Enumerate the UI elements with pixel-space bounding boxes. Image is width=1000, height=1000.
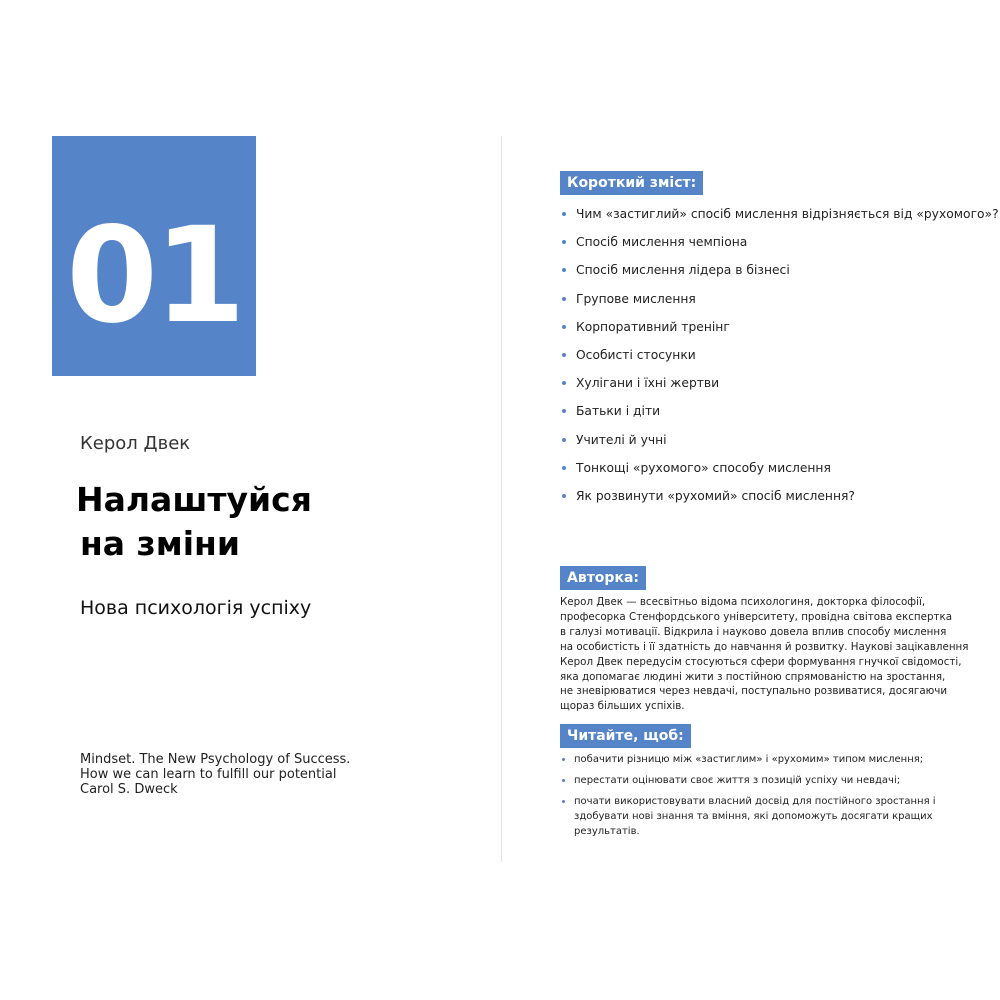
author-bio-line: професорка Стенфордського університету, провідна світова експертка [560, 610, 953, 623]
author-bio-line: яка допомагає людині жити з постійною спрямованістю на зростання, [560, 670, 946, 683]
summary-item: Спосіб мислення лідера в бізнесі [560, 259, 990, 287]
book-title-line-1: Налаштуйся [76, 480, 312, 519]
author-bio-line: на особистість і її здатність до навчання й розвитку. Наукові зацікавлення [560, 640, 969, 653]
read-goal-item: побачити різницю між «застиглим» і «рухомим» типом мислення; [560, 752, 940, 767]
summary-heading: Короткий зміст: [560, 171, 703, 195]
chapter-number: 01 [66, 199, 242, 353]
book-subtitle: Нова психологія успіху [80, 597, 312, 619]
author-bio [560, 595, 969, 714]
summary-item: Чим «застиглий» спосіб мислення відрізняється від «рухомого»? [560, 203, 990, 231]
author-bio-line: Керол Двек — всесвітньо відома психологиня, докторка філософії, [560, 596, 926, 608]
read-heading: Читайте, щоб: [560, 724, 691, 748]
original-author: Carol S. Dweck [80, 782, 178, 797]
summary-item: Учителі й учні [560, 429, 990, 457]
summary-item: Особисті стосунки [560, 344, 990, 372]
page-divider [501, 136, 502, 862]
read-goal-item: почати використовувати власний досвід для постійного зростання і здобувати нові знання та вміння, які допоможуть досягати кращих результатів. [560, 794, 940, 839]
summary-item: Як розвинути «рухомий» спосіб мислення? [560, 485, 990, 513]
summary-item: Батьки і діти [560, 400, 990, 428]
summary-item: Корпоративний тренінг [560, 316, 990, 344]
author-name: Керол Двек [80, 433, 191, 454]
read-goal-item: перестати оцінювати своє життя з позицій успіху чи невдачі; [560, 773, 940, 788]
read-goals-list [560, 752, 940, 845]
author-heading: Авторка: [560, 566, 646, 590]
author-bio-line: Керол Двек передусім стосуються сфери формування гнучкої свідомості, [560, 655, 962, 668]
author-bio-line: щораз більших успіхів. [560, 700, 685, 713]
summary-list [560, 203, 999, 513]
book-title-line-2: на зміни [80, 524, 240, 563]
author-bio-line: не зневірюватися через невдачі, поступально розвиватися, досягаючи [560, 685, 948, 698]
author-bio-line: в галузі мотивації. Відкрила і науково довела вплив способу мислення [560, 625, 947, 638]
book-title [76, 478, 406, 566]
summary-item: Спосіб мислення чемпіона [560, 231, 990, 259]
chapter-number-block [52, 136, 256, 376]
summary-item: Тонкощі «рухомого» способу мислення [560, 457, 990, 485]
summary-item: Хулігани і їхні жертви [560, 372, 990, 400]
original-title-line-1: Mindset. The New Psychology of Success. [80, 752, 351, 767]
summary-item: Групове мислення [560, 288, 990, 316]
original-title-line-2: How we can learn to fulfill our potential [80, 767, 337, 782]
original-title-block [80, 752, 350, 797]
